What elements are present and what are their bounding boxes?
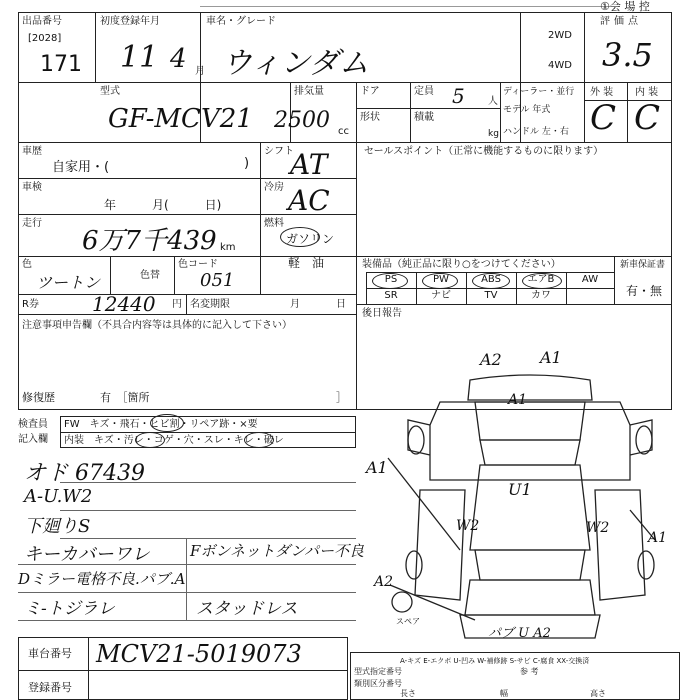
venue-stamp: ①会 場 控	[600, 0, 650, 13]
diagram-mark-a1-right: A1	[648, 530, 668, 546]
first-registration-year: 11	[120, 40, 159, 75]
dealer-label: ディーラー・並行	[503, 87, 575, 97]
displacement-label: 排気量	[294, 86, 324, 97]
equipment-pw-circle	[422, 273, 458, 289]
equipment-navi: ナビ	[431, 290, 451, 301]
mileage: 6万7千439	[82, 226, 217, 256]
inspector-dirt-circle	[135, 432, 165, 448]
equipment-aw: AW	[581, 274, 599, 285]
lot-code: [2028]	[28, 33, 62, 44]
recycle-label: R券	[22, 299, 39, 310]
car-name: ウィンダム	[222, 46, 369, 81]
inspection-value: 年 月( 日)	[104, 198, 222, 212]
shift-label: シフト	[264, 146, 294, 157]
inspection-label: 車検	[22, 182, 42, 193]
diagram-spare-label: スペア	[396, 617, 420, 626]
month-unit: 月	[195, 66, 205, 77]
header-strip	[200, 0, 620, 7]
sales-point-title: セールスポイント（正常に機能するものに限ります）	[364, 146, 604, 157]
exterior-label: 外 装	[590, 87, 614, 98]
inspector-fw-row: FW キズ・飛石・ヒビ割・リペア跡・×要	[64, 419, 258, 430]
remark-odometer: オド 67439	[24, 461, 145, 486]
model: GF-MCV21	[108, 104, 253, 134]
aircon-label: 冷房	[264, 182, 284, 193]
displacement: 2500	[274, 108, 330, 133]
color-change-label: 色替	[140, 270, 160, 281]
score: 3.5	[602, 36, 653, 74]
inspector-scuff-circle	[244, 432, 274, 448]
legend-height: 高さ	[590, 689, 606, 698]
remark-key-cover: キーカバーワレ	[24, 544, 150, 565]
color-code-label: 色コード	[178, 259, 218, 270]
diagram-mark-a1-left: A1	[366, 458, 388, 477]
lot-number: 171	[40, 52, 82, 77]
kg-unit: kg	[488, 129, 499, 139]
color-label: 色	[22, 259, 32, 270]
cc-unit: cc	[338, 126, 349, 137]
handle-label: ハンドル 左・右	[503, 127, 569, 137]
diagram-mark-a2-rear: A2	[374, 574, 394, 590]
front-left-wheel	[408, 426, 424, 454]
hood-outline	[475, 402, 585, 440]
name-change-label: 名変期限	[190, 299, 230, 310]
history-label: 車歴	[22, 146, 42, 157]
diagram-mark-a1-front: A1	[540, 348, 562, 367]
score-label: 評価点	[600, 16, 642, 27]
remark-studless: スタッドレス	[196, 599, 298, 619]
history-close: )	[244, 156, 250, 171]
drive-2wd: 2WD	[548, 30, 572, 41]
first-registration-month: 4	[170, 44, 187, 74]
shift: AT	[290, 148, 328, 181]
load-label: 積載	[414, 112, 434, 123]
capacity: 5	[452, 84, 465, 108]
equipment-airbag: エアB	[527, 274, 555, 285]
equipment-abs: ABS	[481, 274, 501, 285]
interior-label: 内 装	[635, 87, 659, 98]
legend-title: A-キズ E-エクボ U-凹み W-補修跡 S-サビ C-腐食 XX-交換済	[400, 657, 590, 665]
door-label: ドア	[360, 86, 380, 97]
equipment-ps-circle	[372, 273, 408, 289]
recycle-month-unit: 月	[290, 299, 300, 310]
equipment-label: 装備品（純正品に限り○をつけてください）	[362, 259, 561, 270]
model-label: 型式	[100, 86, 120, 97]
inspector-label-1: 検査員	[18, 419, 48, 430]
chassis-label: 車台番号	[28, 647, 72, 660]
exterior-grade: C	[590, 98, 617, 138]
repair-value: 有 ［箇所	[100, 391, 150, 404]
diagram-mark-w2-left: W2	[456, 518, 480, 534]
legend-shape: 型式指定番号	[354, 667, 402, 676]
windshield-outline	[480, 440, 580, 465]
equipment-leather: カワ	[531, 290, 551, 301]
equipment-sr: SR	[384, 290, 398, 301]
front-right-wheel	[636, 426, 652, 454]
yen-unit: 円	[172, 299, 182, 310]
remark-undercarriage: 下廻りS	[24, 516, 91, 537]
diagram-mark-rear-bumper: パブ U A2	[488, 626, 551, 641]
diagram-mark-u1-roof: U1	[508, 480, 532, 499]
equipment-tv: TV	[484, 290, 498, 301]
fuel-gasoline: ガソリン	[286, 232, 335, 246]
left-fender-outline	[408, 420, 430, 455]
remark-bonnet-damper: Fボンネットダンパー不良	[190, 542, 365, 560]
person-unit: 人	[488, 96, 498, 107]
inspector-stone-circle	[150, 414, 184, 432]
legend-class: 類別区分番号	[354, 679, 402, 688]
aircon: AC	[288, 184, 330, 217]
chassis-number: MCV21-5019073	[96, 640, 302, 668]
km-unit: km	[220, 242, 236, 253]
rear-right-wheel	[638, 551, 654, 579]
fuel-diesel: 軽 油	[288, 256, 325, 270]
color-code: 051	[200, 270, 235, 291]
left-side-outline	[415, 490, 465, 600]
inspector-label-2: 記入欄	[18, 434, 48, 445]
warranty-value: 有・無	[626, 284, 663, 298]
notes-label: 注意事項申告欄（不具合内容等は具体的に記入して下さい）	[22, 320, 292, 331]
color: ツートン	[36, 273, 101, 292]
repair-label: 修復歴	[22, 391, 55, 404]
front-bumper-outline	[468, 375, 592, 400]
recycle-day-unit: 日	[336, 299, 346, 310]
legend-length: 長さ	[400, 689, 416, 698]
history-value: 自家用・(	[52, 160, 110, 175]
rear-window-outline	[475, 550, 585, 580]
shape-label: 形状	[360, 112, 380, 123]
rear-left-wheel	[406, 551, 422, 579]
warranty-label: 新車保証書	[620, 260, 666, 270]
repair-close: ］	[336, 391, 347, 404]
fuel-gasoline-circle	[280, 227, 320, 247]
equipment-airbag-circle	[522, 273, 562, 289]
fuel-label: 燃料	[264, 218, 284, 229]
right-side-outline	[595, 490, 645, 600]
legend-width: 幅	[500, 689, 508, 698]
registration-label: 登録番号	[28, 681, 72, 694]
model-year-label: モデル 年式	[503, 105, 551, 115]
trunk-outline	[465, 580, 595, 615]
body-top-outline	[430, 402, 630, 480]
equipment-pw: PW	[433, 274, 449, 285]
drive-4wd: 4WD	[548, 60, 572, 71]
rear-report-label: 後日報告	[362, 308, 402, 319]
remark-auw2: A-U.W2	[24, 486, 93, 507]
remark-seat: ミ-トジラレ	[24, 599, 115, 619]
car-name-label: 車名・グレード	[206, 16, 276, 27]
capacity-label: 定員	[414, 86, 434, 97]
mileage-label: 走行	[22, 218, 42, 229]
inspector-interior-row: 内装 キズ・汚レ・コゲ・穴・スレ・キレ・破レ	[64, 435, 284, 446]
first-registration-label: 初度登録年月	[100, 16, 160, 27]
equipment-ps: PS	[384, 274, 398, 285]
diagram-mark-a2-front: A2	[480, 350, 502, 369]
interior-grade: C	[634, 98, 661, 138]
lot-number-label: 出品番号	[22, 16, 62, 27]
remark-mirror: Dミラー電格不良.パブ.A	[18, 570, 186, 588]
diagram-mark-a1-hood: A1	[508, 392, 528, 408]
diagram-mark-w2-right: W2	[586, 520, 610, 536]
spare-tire-outline	[392, 592, 412, 612]
roof-outline	[470, 465, 590, 550]
legend-ref: 参 考	[520, 667, 539, 676]
equipment-abs-circle	[472, 273, 510, 289]
right-fender-outline	[630, 420, 652, 455]
recycle-amount: 12440	[92, 292, 156, 316]
